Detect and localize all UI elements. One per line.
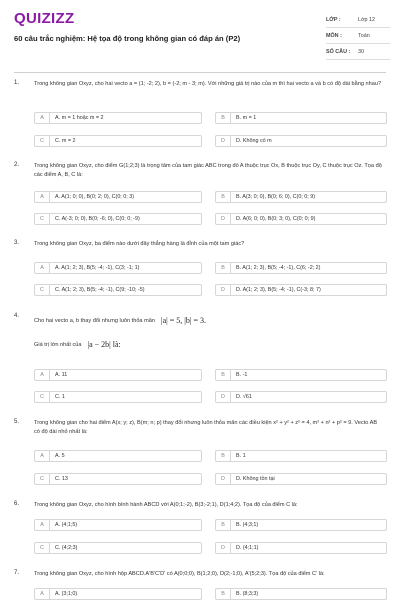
option-text: A. A(1; 2; 3), B(5; -4; -1), C(3; -1; 1) [55, 265, 140, 271]
question-text: Trong không gian cho hai điểm A(x; y; z), B(m; n; p) thay đổi nhưng luôn thỏa mãn các điều kiện x² + y² + z² = 4, m² + n² + p² = 9. Vecto AB có độ dài nhỏ nhất là: [34, 420, 378, 435]
header-divider [14, 72, 386, 73]
option-b[interactable] [215, 450, 387, 462]
question-text: Trong không gian Oxyz, cho hình hộp ABCD.A'B'C'D' có A(0;0;0), B(1;2;0), D(2;-1;0), A'(5;2;3). Tọa độ của điểm C' là: [34, 571, 325, 577]
option-a[interactable] [34, 191, 202, 203]
option-b[interactable] [215, 191, 387, 203]
option-letter: D [216, 543, 231, 553]
option-d[interactable] [215, 213, 387, 225]
option-letter: B [216, 451, 231, 461]
quizizz-logo: QUIZIZZ [14, 10, 75, 27]
option-text: D. (4;1;1) [236, 545, 259, 551]
option-d[interactable] [215, 391, 387, 403]
option-text: C. 13 [55, 476, 68, 482]
meta-key: MÔN : [326, 32, 342, 39]
option-text: D. √61 [236, 394, 252, 400]
option-text: B. m = 1 [236, 115, 257, 121]
option-c[interactable] [34, 284, 202, 296]
option-c[interactable] [34, 135, 202, 147]
option-letter: D [216, 392, 231, 402]
option-c[interactable] [34, 473, 202, 485]
option-letter: A [35, 451, 50, 461]
option-letter: C [35, 543, 50, 553]
option-text: A. 5 [55, 453, 65, 459]
option-letter: A [35, 113, 50, 123]
option-letter: D [216, 214, 231, 224]
option-c[interactable] [34, 391, 202, 403]
option-text: C. A(1; 2; 3), B(5; -4; -1), C(9; -10; -5) [55, 287, 145, 293]
question-subformula: |a − 2b| là: [87, 340, 121, 349]
meta-value: 30 [358, 48, 364, 55]
option-letter: D [216, 474, 231, 484]
option-text: A. (3;1;0) [55, 591, 78, 597]
option-letter: B [216, 192, 231, 202]
option-text: C. (4;2;3) [55, 545, 78, 551]
question-number: 7. [14, 570, 20, 576]
option-text: B. A(3; 0; 0), B(0; 6; 0), C(0; 0; 9) [236, 194, 316, 200]
question-formula: |a| = 5, |b| = 3. [160, 316, 206, 325]
option-text: D. Không tồn tại [236, 476, 275, 482]
question-number: 3. [14, 240, 20, 246]
option-c[interactable] [34, 213, 202, 225]
option-letter: C [35, 392, 50, 402]
option-text: B. (4;3;1) [236, 522, 259, 528]
question-text: Trong không gian Oxyz, cho điểm G(1;2;3) là trọng tâm của tam giác ABC trong đó A thuộc trục Ox, B thuộc trục Oy, C thuộc trục Oz. Tọa độ các điểm A, B, C là: [34, 163, 382, 178]
option-a[interactable] [34, 588, 202, 600]
option-letter: B [216, 589, 231, 599]
option-a[interactable] [34, 450, 202, 462]
option-a[interactable] [34, 369, 202, 381]
option-text: B. 1 [236, 453, 246, 459]
option-letter: B [216, 370, 231, 380]
option-letter: D [216, 136, 231, 146]
option-letter: C [35, 285, 50, 295]
question-number: 1. [14, 80, 20, 86]
option-text: C. m = 2 [55, 138, 76, 144]
question-stem [34, 317, 384, 326]
option-letter: C [35, 214, 50, 224]
option-letter: A [35, 589, 50, 599]
option-c[interactable] [34, 542, 202, 554]
option-text: A. m = 1 hoặc m = 2 [55, 115, 104, 121]
option-text: A. 11 [55, 372, 68, 378]
option-text: B. A(1; 2; 3), B(5; -4; -1), C(6; -2; 2) [236, 265, 321, 271]
option-text: C. A(-3; 0; 0), B(0; -6; 0), C(0; 0; -9) [55, 216, 140, 222]
option-d[interactable] [215, 542, 387, 554]
option-text: D. Không có m [236, 138, 272, 144]
option-letter: A [35, 520, 50, 530]
option-letter: A [35, 192, 50, 202]
meta-key: SỐ CÂU : [326, 48, 351, 55]
option-d[interactable] [215, 135, 387, 147]
option-text: A. A(1; 0; 0), B(0; 2; 0), C(0; 0; 3) [55, 194, 135, 200]
option-letter: B [216, 113, 231, 123]
option-a[interactable] [34, 112, 202, 124]
option-d[interactable] [215, 473, 387, 485]
question-subtext: Giá trị lớn nhất của [34, 342, 82, 348]
option-text: B. (8;3;3) [236, 591, 259, 597]
meta-row-class [326, 12, 390, 28]
option-b[interactable] [215, 519, 387, 531]
option-a[interactable] [34, 262, 202, 274]
option-text: C. 1 [55, 394, 65, 400]
meta-row-count [326, 44, 390, 60]
option-b[interactable] [215, 112, 387, 124]
meta-table [326, 12, 390, 60]
option-b[interactable] [215, 588, 387, 600]
option-d[interactable] [215, 284, 387, 296]
option-letter: B [216, 520, 231, 530]
option-text: B. -1 [236, 372, 248, 378]
page-title: 60 câu trắc nghiệm: Hệ tọa độ trong không gian có đáp án (P2) [14, 34, 241, 43]
meta-row-subject [326, 28, 390, 44]
option-a[interactable] [34, 519, 202, 531]
question-number: 2. [14, 162, 20, 168]
worksheet-header [0, 0, 400, 66]
option-text: D. A(6; 0; 0), B(0; 3; 0), C(0; 0; 9) [236, 216, 316, 222]
option-letter: A [35, 263, 50, 273]
option-b[interactable] [215, 369, 387, 381]
option-letter: A [35, 370, 50, 380]
option-letter: D [216, 285, 231, 295]
question-text: Trong không gian Oxyz, cho hình bình hành ABCD với A(0;1;-2), B(3;-2;1), D(1;4;2). Tọa độ của điểm C là: [34, 502, 298, 508]
question-number: 5. [14, 419, 20, 425]
option-letter: C [35, 474, 50, 484]
option-text: A. (4;1;5) [55, 522, 78, 528]
option-b[interactable] [215, 262, 387, 274]
option-letter: C [35, 136, 50, 146]
meta-value: Lớp 12 [358, 16, 376, 23]
meta-value: Toán [358, 32, 370, 39]
question-text: Cho hai vecto a, b thay đổi nhưng luôn thỏa mãn [34, 318, 155, 324]
option-letter: B [216, 263, 231, 273]
question-number: 6. [14, 501, 20, 507]
question-number: 4. [14, 313, 20, 319]
meta-key: LỚP : [326, 16, 341, 23]
question-text: Trong không gian Oxyz, ba điểm nào dưới đây thẳng hàng là đỉnh của một tam giác? [34, 241, 245, 247]
question-text: Trong không gian Oxyz, cho hai vecto a = (1; -2; 2), b = (-2; m - 3; m). Với những giá trị nào của m thì hai vecto a và b có độ dài bằng nhau? [34, 81, 382, 87]
question-substem [34, 341, 384, 350]
option-text: D. A(1; 2; 3), B(5; -4; -1), C(-3; 8; 7) [236, 287, 321, 293]
